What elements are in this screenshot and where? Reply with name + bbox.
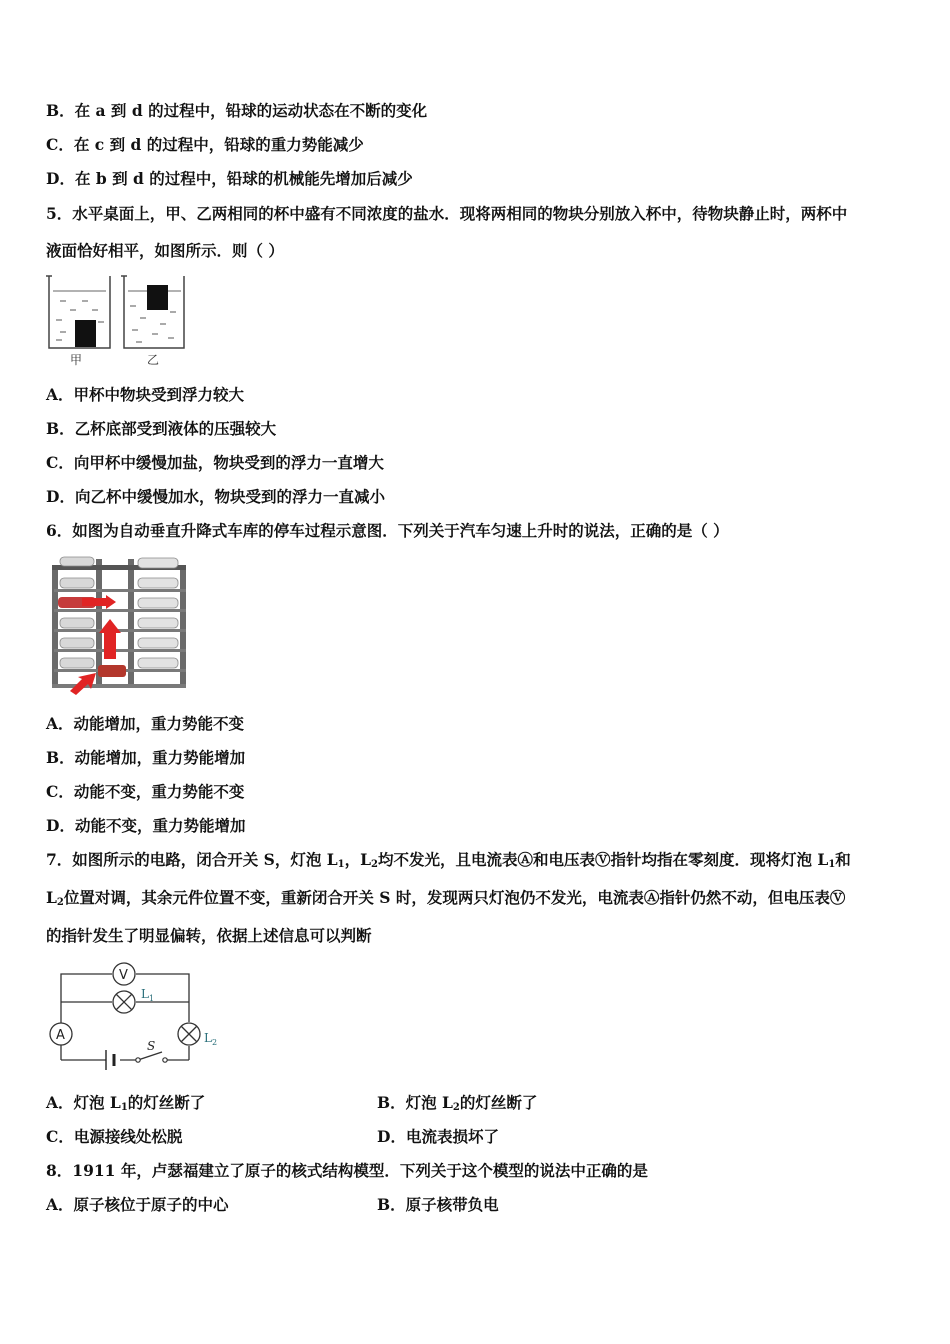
q6-option-d: D．动能不变，重力势能增加 bbox=[46, 816, 246, 835]
q6-option-b: B．动能增加，重力势能增加 bbox=[46, 748, 246, 767]
q8-option-a: A．原子核位于原子的中心 bbox=[46, 1195, 229, 1214]
q4-option-d: D．在 b 到 d 的过程中，铅球的机械能先增加后减少 bbox=[46, 169, 413, 188]
q5-option-d: D．向乙杯中缓慢加水，物块受到的浮力一直减小 bbox=[46, 487, 385, 506]
beaker-yi bbox=[121, 276, 184, 348]
beaker-jia bbox=[46, 276, 110, 348]
q8-stem: 8．1911 年，卢瑟福建立了原子的核式结构模型．下列关于这个模型的说法中正确的是 bbox=[46, 1161, 648, 1180]
lamp-l2-icon bbox=[178, 1023, 217, 1047]
q8-option-b: B．原子核带负电 bbox=[377, 1195, 499, 1214]
svg-text:S: S bbox=[147, 1039, 156, 1053]
q7-stem-line2: $L_2$位置对调，其余元件位置不变，重新闭合开关 S 时，发现两只灯泡仍不发光，电流表Ⓐ指针仍然不动，但电压表Ⓥ bbox=[46, 888, 846, 908]
q7-option-c: C．电源接线处松脱 bbox=[46, 1127, 183, 1146]
lamp-l1-icon bbox=[113, 987, 154, 1013]
svg-text:A: A bbox=[56, 1028, 65, 1043]
ammeter-icon bbox=[50, 1023, 72, 1045]
svg-text:V: V bbox=[119, 968, 128, 983]
q7-option-a: A．灯泡 $L_1$的灯丝断了 bbox=[46, 1093, 206, 1113]
svg-text:L1: $L_1$ bbox=[141, 987, 155, 1003]
voltmeter-icon bbox=[113, 963, 135, 985]
q4-option-b: B．在 a 到 d 的过程中，铅球的运动状态在不断的变化 bbox=[46, 101, 428, 120]
label-yi: 乙 bbox=[147, 353, 160, 367]
battery-icon bbox=[106, 1050, 114, 1070]
q5-option-c: C．向甲杯中缓慢加盐，物块受到的浮力一直增大 bbox=[46, 453, 384, 472]
q7-option-d: D．电流表损坏了 bbox=[377, 1127, 499, 1146]
q5-option-a: A．甲杯中物块受到浮力较大 bbox=[46, 385, 245, 404]
block-in-jia bbox=[75, 320, 96, 347]
svg-text:L2: $L_2$ bbox=[204, 1031, 218, 1047]
q7-option-b: B．灯泡 $L_2$的灯丝断了 bbox=[377, 1093, 538, 1113]
q5-beakers-figure bbox=[44, 272, 194, 368]
q6-stem: 6．如图为自动垂直升降式车库的停车过程示意图．下列关于汽车匀速上升时的说法，正确的是（ ） bbox=[46, 521, 729, 540]
q5-stem-line1: 5．水平桌面上，甲、乙两相同的杯中盛有不同浓度的盐水．现将两相同的物块分别放入杯中，待物块静止时，两杯中 bbox=[46, 204, 848, 223]
q7-stem-line1: 7．如图所示的电路，闭合开关 S，灯泡 $L_1$，$L_2$均不发光，且电流表Ⓐ和电压表Ⓥ指针均指在零刻度．现将灯泡 $L_1$和 bbox=[46, 850, 851, 870]
q6-parking-garage-figure bbox=[44, 553, 190, 695]
q4-option-c: C．在 c 到 d 的过程中，铅球的重力势能减少 bbox=[46, 135, 364, 154]
q7-circuit-diagram bbox=[44, 960, 228, 1074]
q7-stem-line3: 的指针发生了明显偏转，依据上述信息可以判断 bbox=[46, 926, 372, 945]
q6-option-c: C．动能不变，重力势能不变 bbox=[46, 782, 245, 801]
block-in-yi bbox=[147, 285, 168, 310]
q5-option-b: B．乙杯底部受到液体的压强较大 bbox=[46, 419, 277, 438]
label-jia: 甲 bbox=[70, 353, 83, 367]
q6-option-a: A．动能增加，重力势能不变 bbox=[46, 714, 245, 733]
q5-stem-line2: 液面恰好相平，如图所示．则（ ） bbox=[46, 241, 284, 260]
